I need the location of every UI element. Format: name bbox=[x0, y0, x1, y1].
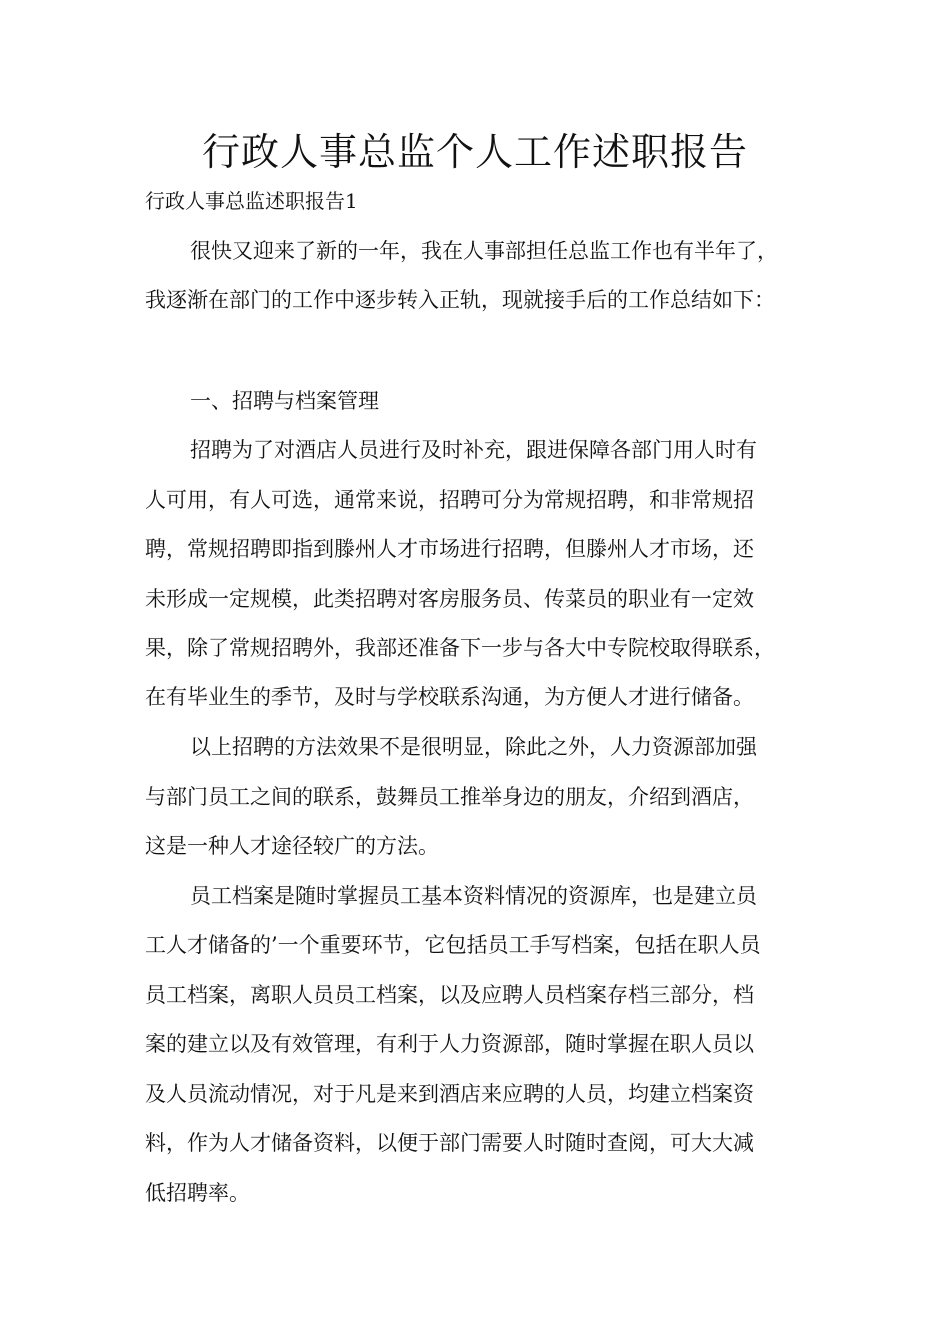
paragraph-line: 员工档案，离职人员员工档案，以及应聘人员档案存档三部分，档 bbox=[145, 983, 754, 1007]
paragraph-line: 人可用，有人可选，通常来说，招聘可分为常规招聘，和非常规招 bbox=[145, 488, 754, 512]
paragraph-line: 料，作为人才储备资料，以便于部门需要人时随时查阅，可大大减 bbox=[145, 1131, 754, 1155]
paragraph-line: 这是一种人才途径较广的方法。 bbox=[145, 834, 439, 858]
paragraph-line: 及人员流动情况，对于凡是来到酒店来应聘的人员，均建立档案资 bbox=[145, 1082, 754, 1106]
paragraph-line: 果，除了常规招聘外，我部还准备下一步与各大中专院校取得联系， bbox=[145, 636, 775, 660]
document-subtitle: 行政人事总监述职报告1 bbox=[145, 189, 358, 213]
paragraph-line: 低招聘率。 bbox=[145, 1181, 250, 1205]
paragraph-line: 以上招聘的方法效果不是很明显，除此之外，人力资源部加强 bbox=[190, 735, 757, 759]
document-title: 行政人事总监个人工作述职报告 bbox=[201, 130, 748, 174]
paragraph-line: 聘，常规招聘即指到滕州人才市场进行招聘，但滕州人才市场，还 bbox=[145, 537, 754, 561]
paragraph-line: 招聘为了对酒店人员进行及时补充，跟进保障各部门用人时有 bbox=[190, 438, 757, 462]
paragraph-line: 在有毕业生的季节，及时与学校联系沟通，为方便人才进行储备。 bbox=[145, 685, 754, 709]
paragraph-line: 与部门员工之间的联系，鼓舞员工推举身边的朋友，介绍到酒店， bbox=[145, 785, 754, 809]
intro-line: 我逐渐在部门的工作中逐步转入正轨，现就接手后的工作总结如下： bbox=[145, 288, 775, 312]
paragraph-line: 员工档案是随时掌握员工基本资料情况的资源库，也是建立员 bbox=[190, 884, 757, 908]
intro-line: 很快又迎来了新的一年，我在人事部担任总监工作也有半年了， bbox=[190, 239, 778, 263]
paragraph-line: 工人才储备的’一个重要环节，它包括员工手写档案，包括在职人员 bbox=[145, 933, 761, 957]
paragraph-line: 案的建立以及有效管理，有利于人力资源部，随时掌握在职人员以 bbox=[145, 1032, 754, 1056]
section-heading: 一、招聘与档案管理 bbox=[190, 389, 379, 413]
paragraph-line: 未形成一定规模，此类招聘对客房服务员、传菜员的职业有一定效 bbox=[145, 587, 754, 611]
